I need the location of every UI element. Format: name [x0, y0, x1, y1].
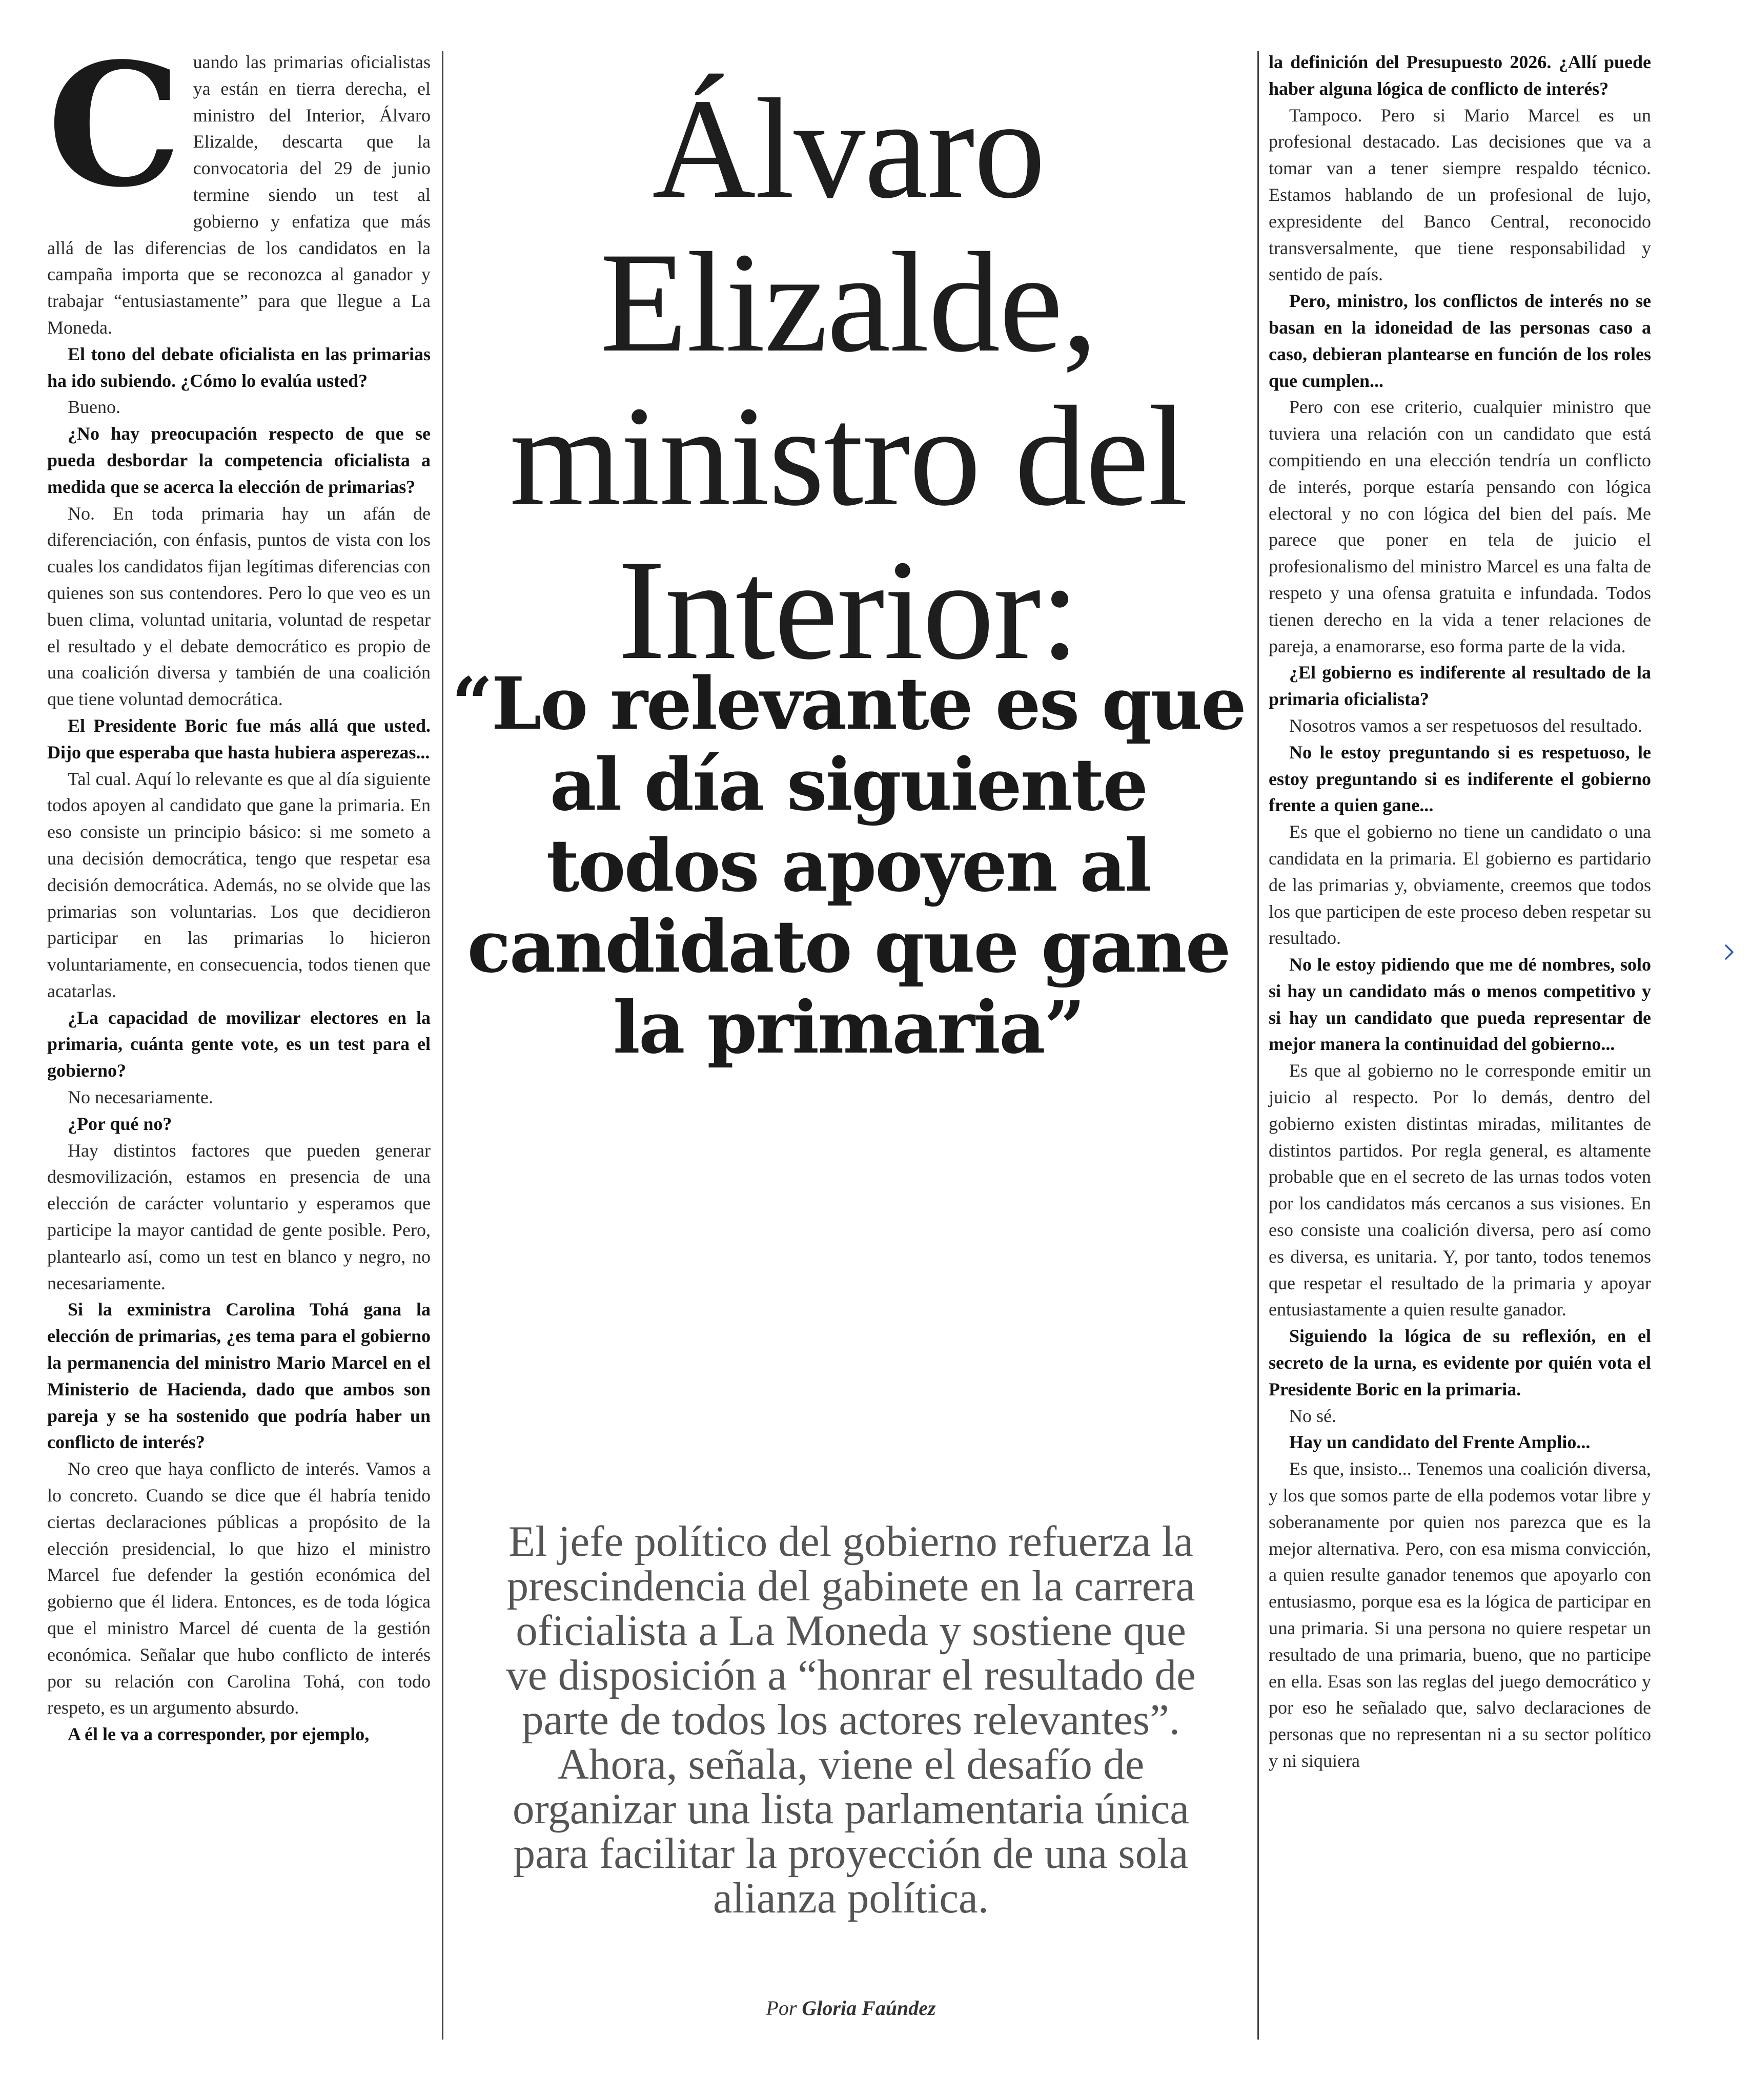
interview-question: ¿Por qué no? — [68, 1113, 172, 1134]
interview-question: A él le va a corresponder, por ejemplo, — [68, 1724, 370, 1745]
interview-answer: No necesariamente. — [68, 1087, 213, 1108]
interview-question: No le estoy preguntando si es respetuoso, le estoy preguntando si es indiferente el gobierno frente a quien gane... — [1269, 742, 1651, 816]
interview-answer: Tampoco. Pero si Mario Marcel es un profesional destacado. Las decisiones que va a tomar van a tener siempre respaldo técnico. Estamos hablando de un profesional de lujo, expresidente del Banco Central, reconocido transversalmente, que tiene responsabilidad y sentido de país. — [1269, 105, 1651, 285]
right-column-body — [1269, 49, 1651, 1775]
left-column-body — [47, 26, 431, 1748]
chevron-right-icon[interactable] — [1720, 943, 1738, 961]
pull-quote: “Lo relevante es que al día siguiente todos apoyen al candidato que gane la primaria” — [452, 662, 1245, 1070]
interview-answer: Bueno. — [68, 397, 120, 418]
interview-question: ¿No hay preocupación respecto de que se pueda desbordar la competencia oficialista a medida que se acerca la elección de primarias? — [47, 423, 431, 497]
interview-question: la definición del Presupuesto 2026. ¿Allí puede haber alguna lógica de conflicto de interés? — [1269, 52, 1651, 99]
interview-answer: Es que al gobierno no le corresponde emitir un juicio al respecto. Por lo demás, dentro del gobierno existen distintas miradas, militantes de distintos partidos. Por regla general, es altamente probable que en el secreto de las urnas todos voten por los candidatos más cercanos a sus visiones. En eso consiste una coalición diversa, pero así como es diversa, es unitaria. Y, por tanto, todos tenemos que respetar el resultado de la primaria y apoyar entusiastamente a quien resulte ganador. — [1269, 1060, 1651, 1320]
interview-question: Pero, ministro, los conflictos de interés no se basan en la idoneidad de las personas caso a caso, debieran plantearse en función de los roles que cumplen... — [1269, 291, 1651, 391]
article-column-left — [47, 26, 431, 1748]
interview-question: No le estoy pidiendo que me dé nombres, solo si hay un candidato más o menos competitivo y si hay un candidato que pueda representar de mejor manera la continuidad del gobierno... — [1269, 954, 1651, 1055]
interview-question: ¿El gobierno es indiferente al resultado de la primaria oficialista? — [1269, 662, 1651, 710]
interview-question: El tono del debate oficialista en las primarias ha ido subiendo. ¿Cómo lo evalúa usted? — [47, 343, 431, 391]
byline-author: Gloria Faúndez — [802, 1996, 936, 2020]
article-column-right — [1269, 49, 1651, 1775]
interview-answer: No. En toda primaria hay un afán de diferenciación, con énfasis, puntos de vista con los cuales los candidatos fijan legítimas diferencias con quienes son sus contendores. Pero lo que veo es un buen clima, voluntad unitaria, voluntad de respetar el resultado y el debate democrático es propio de una coalición diversa y también de una coalición que tiene voluntad democrática. — [47, 503, 431, 710]
interview-answer: No sé. — [1289, 1405, 1336, 1426]
interview-answer: Es que el gobierno no tiene un candidato o una candidata en la primaria. El gobierno es partidario de las primarias y, obviamente, creemos que todos los que participen de este proceso deben respetar su resultado. — [1269, 821, 1651, 949]
interview-answer: uando las primarias oficialistas ya están en tierra derecha, el ministro del Interior, Álvaro Elizalde, descarta que la convocatoria del 29 de junio termine siendo un test al gobierno y enfatiza que más allá de las diferencias de los candidatos en la campaña importa que se reconozca al ganador y trabajar “entusiastamente” para que llegue a La Moneda. — [47, 52, 431, 338]
interview-question: Siguiendo la lógica de su reflexión, en el secreto de la urna, es evidente por quién vota el Presidente Boric en la primaria. — [1269, 1326, 1651, 1399]
interview-answer: No creo que haya conflicto de interés. Vamos a lo concreto. Cuando se dice que él habría tenido ciertas declaraciones públicas a propósito de la elección presidencial, lo que hizo el ministro Marcel fue defender la gestión económica del gobierno que él lidera. Entonces, es de toda lógica que el ministro Marcel dé cuenta de la gestión económica. Señalar que hubo conflicto de interés por su relación con Carolina Tohá, con todo respeto, es un argumento absurdo. — [47, 1458, 431, 1718]
headline: Álvaro Elizalde, ministro del Interior: — [510, 69, 1187, 689]
interview-answer: Tal cual. Aquí lo relevante es que al día siguiente todos apoyen al candidato que gane la primaria. En eso consiste un principio básico: si me someto a una decisión democrática, tengo que respetar esa decisión democrática. Además, no se olvide que las primarias son voluntarias. Los que decidieron participar en las primarias lo hicieron voluntariamente, en consecuencia, todos tienen que acatarlas. — [47, 768, 431, 1001]
byline-prefix: Por — [766, 1996, 797, 2020]
interview-answer: Es que, insisto... Tenemos una coalición diversa, y los que somos parte de ella podemos votar libre y soberanamente por quien nos parezca que es la mejor alternativa. Pero, con esa misma convicción, a quien resulte ganador tenemos que apoyarlo con entusiasmo, porque esa es la lógica de participar en una primaria. Si una persona no quiere respetar un resultado de una primaria, bueno, que no participe en ella. Esas son las reglas del juego democrático y por eso he señalado que, salvo declaraciones de personas que no representan ni a su sector político y ni siquiera — [1269, 1458, 1651, 1771]
interview-answer: Nosotros vamos a ser respetuosos del resultado. — [1289, 715, 1642, 736]
interview-answer: Pero con ese criterio, cualquier ministro que tuviera una relación con un candidato que está compitiendo en una elección tendría un conflicto de interés, porque estaría pensando con lógica electoral y no con lógica del bien del país. Me parece que poner en tela de juicio el profesionalismo del ministro Marcel es una falta de respeto y una ofensa gratuita e infundada. Todos tienen derecho en la vida a tener relaciones de pareja, a enamorarse, eso forma parte de la vida. — [1269, 397, 1651, 656]
interview-question: Si la exministra Carolina Tohá gana la elección de primarias, ¿es tema para el gobierno la permanencia del ministro Mario Marcel en el Ministerio de Hacienda, dado que ambos son pareja y se ha sostenido que podría haber un conflicto de interés? — [47, 1299, 431, 1453]
column-divider-right — [1257, 51, 1259, 2040]
drop-cap: C — [47, 26, 182, 224]
interview-question: El Presidente Boric fue más allá que usted. Dijo que esperaba que hasta hubiera asperezas... — [47, 715, 431, 763]
byline — [543, 1996, 1158, 2020]
interview-question: ¿La capacidad de movilizar electores en la primaria, cuánta gente vote, es un test para el gobierno? — [47, 1007, 431, 1081]
interview-question: Hay un candidato del Frente Amplio... — [1289, 1432, 1591, 1453]
deck-summary: El jefe político del gobierno refuerza la prescindencia del gabinete en la carrera oficialista a La Moneda y sostiene que ve disposición a “honrar el resultado de parte de todos los actores relevantes”. Ahora, señala, viene el desafío de organizar una lista parlamentaria única para facilitar la proyección de una sola alianza política. — [506, 1517, 1196, 1922]
interview-answer: Hay distintos factores que pueden generar desmovilización, estamos en presencia de una elección de carácter voluntario y esperamos que participe la mayor cantidad de gente posible. Pero, plantearlo así, como un test en blanco y negro, no necesariamente. — [47, 1140, 431, 1293]
